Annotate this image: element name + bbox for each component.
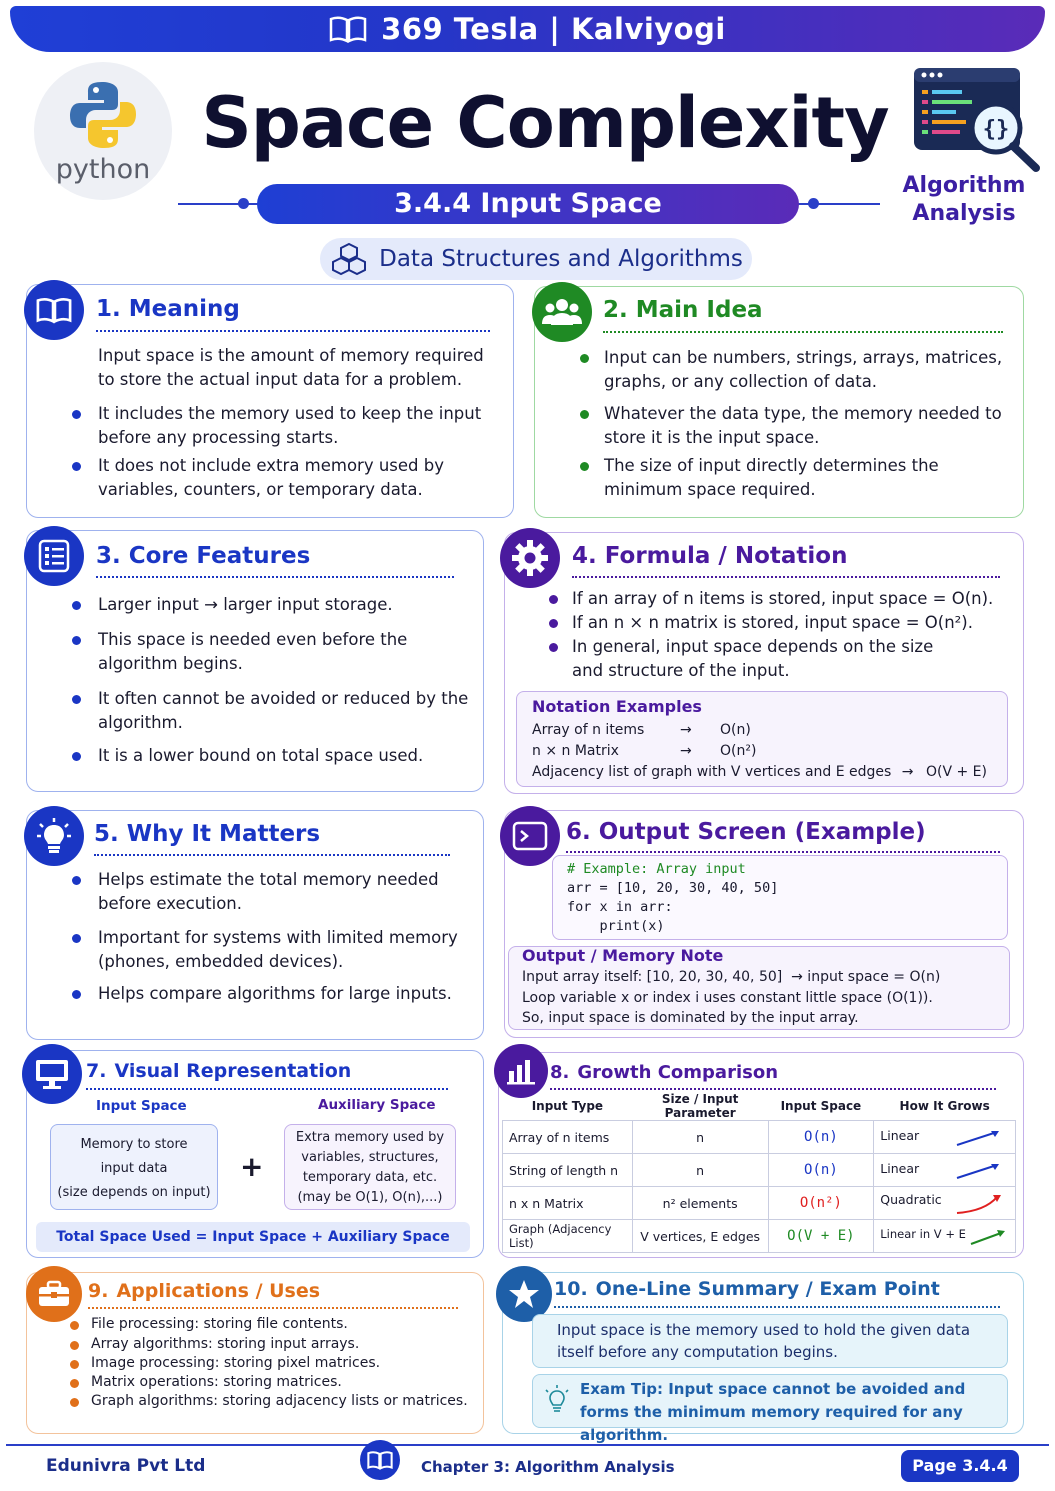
bar-chart-icon (506, 1057, 536, 1085)
memory-note-line: Input array itself: [10, 20, 30, 40, 50] → input space = O(n) (522, 969, 941, 985)
apps-title (88, 1280, 320, 1306)
meaning-bullet-2: It does not include extra memory used by variables, counters, or temporary data. (98, 456, 445, 499)
section-number: 5. (94, 821, 119, 847)
auxiliary-space-line: temporary data, etc. (302, 1170, 438, 1185)
input-space-line: (size depends on input) (57, 1185, 211, 1200)
summary-box: Input space is the memory used to hold the given data itself before any computation begins. (532, 1314, 1008, 1368)
lightbulb-icon (542, 1384, 572, 1414)
example-arrow: → (901, 764, 914, 780)
topic-pill (320, 238, 752, 280)
core-bullet-3: It often cannot be avoided or reduced by the algorithm. (98, 689, 469, 732)
page-title: Space Complexity (201, 82, 889, 164)
bullet (70, 1398, 79, 1407)
core-badge (24, 526, 84, 586)
bullet (72, 934, 81, 943)
meaning-intro: Input space is the amount of memory required to store the actual input data for a problem. (98, 346, 484, 389)
visual-title (86, 1060, 351, 1086)
memory-note-title: Output / Memory Note (522, 946, 724, 965)
open-book-icon (329, 15, 367, 43)
auxiliary-space-label: Auxiliary Space (318, 1097, 436, 1113)
output-divider (566, 851, 1000, 853)
trend-arrow-icon (955, 1162, 1003, 1180)
section-number: 7. (86, 1060, 107, 1082)
svg-text:{}: {} (982, 117, 1010, 142)
growth-label: Quadratic (880, 1191, 942, 1207)
formula-title (572, 543, 847, 573)
section-title-text: Core Features (128, 543, 311, 569)
bullet (72, 410, 81, 419)
example-label: Array of n items (532, 722, 645, 738)
example-value: O(V + E) (925, 764, 987, 780)
subtitle-dot-left (238, 198, 249, 209)
main-idea-title (603, 297, 763, 327)
example-label: n × n Matrix (532, 743, 619, 759)
bullet (580, 354, 589, 363)
formula-bullet-3: In general, input space depends on the size and structure of the input. (572, 637, 934, 680)
bullet (70, 1360, 79, 1369)
total-space-formula: Total Space Used = Input Space + Auxiliary Space (36, 1222, 470, 1252)
input-space-line: Memory to store (80, 1137, 188, 1152)
bullet (549, 595, 558, 604)
table-cell-space: O(V + E) (768, 1220, 874, 1253)
bullet (549, 619, 558, 628)
code-search-icon (912, 66, 1042, 174)
example-label: Adjacency list of graph with V vertices and E edges (532, 764, 892, 780)
section-number: 6. (566, 819, 591, 845)
bullet (72, 601, 81, 610)
auxiliary-space-box (284, 1124, 456, 1210)
meaning-title (96, 296, 240, 326)
bullet (580, 410, 589, 419)
footer-company: Edunivra Pvt Ltd (46, 1456, 206, 1476)
table-cell-space: O(n) (768, 1121, 874, 1154)
trend-arrow-icon (955, 1129, 1003, 1147)
memory-note-line: So, input space is dominated by the input array. (522, 1010, 859, 1026)
footer-divider (6, 1444, 1049, 1446)
algo-analysis-label: Algorithm Analysis (902, 173, 1026, 226)
bullet (70, 1379, 79, 1388)
section-title-text: One-Line Summary / Exam Point (595, 1278, 940, 1300)
topic-label: Data Structures and Algorithms (379, 246, 743, 272)
code-line: print(x) (567, 918, 665, 934)
formula-bullet-2: If an n × n matrix is stored, input space = O(n²). (572, 613, 973, 632)
main-idea-bullet-2: Whatever the data type, the memory needed to store it is the input space. (604, 404, 1002, 447)
section-title-text: Applications / Uses (116, 1280, 321, 1302)
column-header: Input Type (531, 1099, 604, 1113)
bullet (72, 695, 81, 704)
core-bullet-1: Larger input → larger input storage. (98, 595, 393, 614)
apps-badge (26, 1266, 82, 1322)
page-number-badge: Page 3.4.4 (901, 1450, 1019, 1482)
formula-badge (500, 528, 560, 588)
top-banner (10, 6, 1045, 52)
table-cell-growth (874, 1154, 1016, 1187)
main-idea-bullet-3: The size of input directly determines the minimum space required. (604, 456, 939, 499)
code-comment: # Example: Array input (567, 861, 746, 877)
trend-arrow-icon (969, 1228, 1007, 1246)
subtitle-dot-right (808, 198, 819, 209)
table-cell-space: O(n²) (768, 1187, 874, 1220)
section-number: 1. (96, 296, 121, 322)
example-arrow: → (680, 722, 692, 738)
input-space-label: Input Space (96, 1098, 187, 1114)
growth-badge (494, 1044, 548, 1098)
bullet (70, 1321, 79, 1330)
lightbulb-icon (36, 817, 72, 855)
why-badge (24, 806, 84, 866)
growth-label: Linear (880, 1127, 920, 1143)
section-title-text: Meaning (128, 296, 240, 322)
terminal-icon (512, 821, 548, 851)
bullet (72, 752, 81, 761)
why-title (94, 821, 320, 851)
table-cell: String of length n (503, 1154, 633, 1187)
visual-badge (22, 1044, 82, 1104)
table-cell: V vertices, E edges (632, 1220, 768, 1253)
table-cell-growth (874, 1121, 1016, 1154)
input-space-box (50, 1124, 218, 1210)
formula-divider (572, 576, 1000, 578)
open-book-icon (36, 296, 72, 324)
footer-book-badge (360, 1440, 400, 1480)
meaning-bullet-1: It includes the memory used to keep the input before any processing starts. (98, 404, 482, 447)
apps-bullet-3: Image processing: storing pixel matrices. (91, 1355, 381, 1371)
monitor-icon (34, 1058, 70, 1090)
subtitle-pill: 3.4.4 Input Space (257, 184, 799, 224)
core-divider (96, 576, 454, 578)
notation-examples-title: Notation Examples (532, 697, 702, 716)
table-cell: Array of n items (503, 1121, 633, 1154)
apps-bullet-4: Matrix operations: storing matrices. (91, 1374, 342, 1390)
example-value: O(n) (720, 722, 751, 738)
apps-bullet-5: Graph algorithms: storing adjacency lists or matrices. (91, 1393, 468, 1409)
section-number: 10. (554, 1278, 588, 1300)
summary-divider (554, 1306, 1000, 1308)
python-logo (34, 62, 172, 200)
column-header: Input Space (780, 1099, 862, 1113)
meaning-badge (24, 280, 84, 340)
code-line: arr = [10, 20, 30, 40, 50] (567, 880, 779, 896)
section-number: 2. (603, 297, 628, 323)
table-cell: n x n Matrix (503, 1187, 633, 1220)
summary-title (554, 1278, 940, 1304)
bullet (72, 636, 81, 645)
section-title-text: Output Screen (Example) (598, 819, 926, 845)
table-cell: n (632, 1154, 768, 1187)
memory-note-line: Loop variable x or index i uses constant little space (O(1)). (522, 990, 933, 1006)
section-title-text: Formula / Notation (604, 543, 848, 569)
apps-divider (88, 1307, 458, 1309)
output-title (566, 819, 926, 849)
table-header-row (503, 1092, 1016, 1121)
core-bullet-4: It is a lower bound on total space used. (98, 746, 424, 765)
table-cell-growth (874, 1220, 1016, 1253)
table-cell-growth (874, 1187, 1016, 1220)
why-bullet-1: Helps estimate the total memory needed before execution. (98, 870, 439, 913)
table-cell: n (632, 1121, 768, 1154)
bullet (72, 990, 81, 999)
section-title-text: Growth Comparison (577, 1062, 779, 1083)
why-bullet-3: Helps compare algorithms for large inputs. (98, 984, 452, 1003)
growth-title (550, 1062, 778, 1087)
section-number: 9. (88, 1280, 109, 1302)
checklist-icon (38, 539, 70, 573)
formula-bullet-1: If an array of n items is stored, input space = O(n). (572, 589, 994, 608)
why-bullet-2: Important for systems with limited memory (phones, embedded devices). (98, 928, 458, 971)
core-bullet-2: This space is needed even before the algorithm begins. (98, 630, 408, 673)
bullet (70, 1341, 79, 1350)
visual-divider (86, 1088, 448, 1090)
python-icon (66, 78, 140, 152)
growth-divider (550, 1088, 996, 1090)
briefcase-icon (37, 1280, 71, 1308)
table-cell: Graph (Adjacency List) (503, 1220, 633, 1253)
group-icon (542, 297, 582, 327)
growth-label: Linear in V + E (880, 1226, 966, 1241)
gear-icon (511, 539, 549, 577)
why-divider (94, 854, 450, 856)
star-icon (508, 1278, 540, 1310)
column-header: How It Grows (899, 1099, 990, 1113)
bullet (580, 462, 589, 471)
output-badge (500, 806, 560, 866)
section-number: 3. (96, 543, 121, 569)
bullet (72, 462, 81, 471)
bullet (549, 643, 558, 652)
growth-label: Linear (880, 1160, 920, 1176)
footer-chapter: Chapter 3: Algorithm Analysis (421, 1458, 675, 1476)
example-value: O(n²) (720, 743, 757, 759)
table-row (503, 1187, 1016, 1220)
exam-tip-text: Exam Tip: Input space cannot be avoided and forms the minimum memory required for any algorithm. (580, 1380, 966, 1444)
apps-bullet-1: File processing: storing file contents. (91, 1316, 348, 1332)
apps-bullet-2: Array algorithms: storing input arrays. (91, 1336, 360, 1352)
section-number: 4. (572, 543, 597, 569)
bullet (72, 876, 81, 885)
python-label: python (55, 153, 151, 185)
growth-table (502, 1092, 1016, 1253)
core-title (96, 543, 310, 573)
plus-sign: + (240, 1150, 264, 1183)
open-book-icon (367, 1450, 393, 1470)
table-cell-space: O(n) (768, 1154, 874, 1187)
section-title-text: Visual Representation (114, 1060, 352, 1082)
column-header: Size / Input Parameter (661, 1092, 739, 1120)
table-row (503, 1121, 1016, 1154)
auxiliary-space-line: variables, structures, (301, 1150, 439, 1165)
notation-example-row (532, 762, 1002, 783)
auxiliary-space-line: (may be O(1), O(n),...) (297, 1190, 443, 1205)
main-idea-divider (603, 331, 1003, 333)
main-idea-badge (532, 282, 592, 342)
example-arrow: → (680, 743, 692, 759)
banner-title: 369 Tesla | Kalviyogi (381, 12, 726, 46)
section-title-text: Why It Matters (126, 821, 321, 847)
input-space-line: input data (100, 1161, 168, 1176)
table-cell: n² elements (632, 1187, 768, 1220)
section-number: 8. (550, 1062, 570, 1083)
code-line: for x in arr: (567, 899, 673, 915)
auxiliary-space-line: Extra memory used by (295, 1130, 445, 1145)
cubes-icon (329, 242, 369, 276)
section-title-text: Main Idea (635, 297, 763, 323)
main-idea-bullet-1: Input can be numbers, strings, arrays, matrices, graphs, or any collection of data. (604, 348, 1003, 391)
table-row (503, 1220, 1016, 1253)
trend-curve-icon (955, 1193, 1003, 1215)
table-row (503, 1154, 1016, 1187)
meaning-divider (96, 330, 490, 332)
